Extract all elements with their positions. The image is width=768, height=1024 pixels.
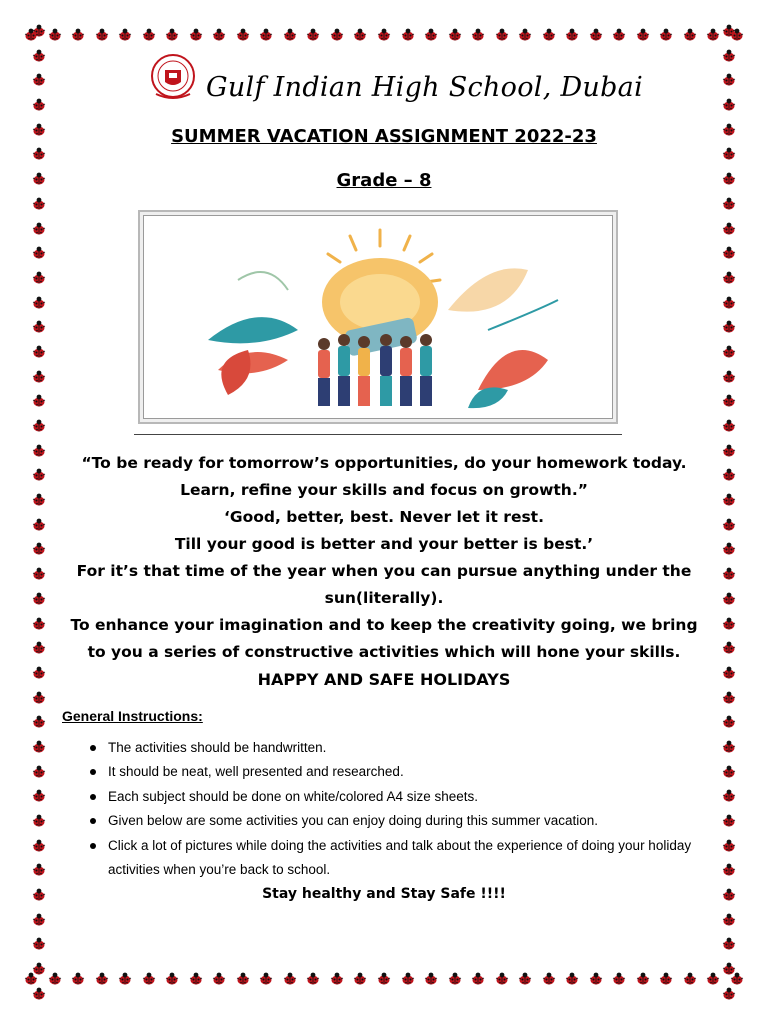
bullet-icon — [90, 769, 96, 775]
general-instructions-title: General Instructions: — [62, 708, 203, 724]
ladybug-icon — [32, 987, 46, 1000]
list-item: Click a lot of pictures while doing the activities and talk about the experience of doing your holiday activities when you’re back to school. — [62, 834, 702, 883]
instructions-list — [62, 736, 702, 882]
quote-line: to you a series of constructive activities which will hone your skills. — [87, 643, 681, 661]
grade-label: Grade – 8 — [336, 170, 432, 191]
school-name: Gulf Indian High School, Dubai — [206, 72, 644, 103]
holidays-greeting: HAPPY AND SAFE HOLIDAYS — [257, 670, 511, 689]
list-item: The activities should be handwritten. — [62, 736, 702, 760]
lightbulb-team-illustration — [148, 220, 608, 414]
quote-line: For it’s that time of the year when you can pursue anything under the — [76, 562, 692, 580]
bullet-icon — [90, 818, 96, 824]
assignment-title: SUMMER VACATION ASSIGNMENT 2022-23 — [171, 126, 597, 147]
ladybug-icon — [722, 987, 736, 1000]
bullet-icon — [90, 745, 96, 751]
bullet-icon — [90, 843, 96, 849]
ladybug-icon — [722, 24, 736, 37]
list-item: It should be neat, well presented and researched. — [62, 760, 702, 784]
quote-line: “To be ready for tomorrow’s opportunities, do your homework today. — [81, 454, 687, 472]
school-header — [150, 50, 644, 120]
bullet-icon — [90, 794, 96, 800]
ladybug-icon — [32, 24, 46, 37]
quote-line: sun(literally). — [324, 589, 444, 607]
quote-line: ‘Good, better, best. Never let it rest. — [224, 508, 544, 526]
illustration-frame — [138, 210, 618, 424]
school-crest-icon — [150, 50, 196, 106]
quote-line: To enhance your imagination and to keep the creativity going, we bring — [70, 616, 698, 634]
quote-line: Till your good is better and your better is best.’ — [174, 535, 594, 553]
closing-message: Stay healthy and Stay Safe !!!! — [262, 886, 506, 902]
quote-line: Learn, refine your skills and focus on growth.” — [180, 481, 588, 499]
list-item: Given below are some activities you can enjoy doing during this summer vacation. — [62, 809, 702, 833]
motivational-quote — [40, 450, 728, 693]
list-item: Each subject should be done on white/colored A4 size sheets. — [62, 785, 702, 809]
document-page — [40, 40, 728, 984]
divider-line — [134, 434, 622, 435]
